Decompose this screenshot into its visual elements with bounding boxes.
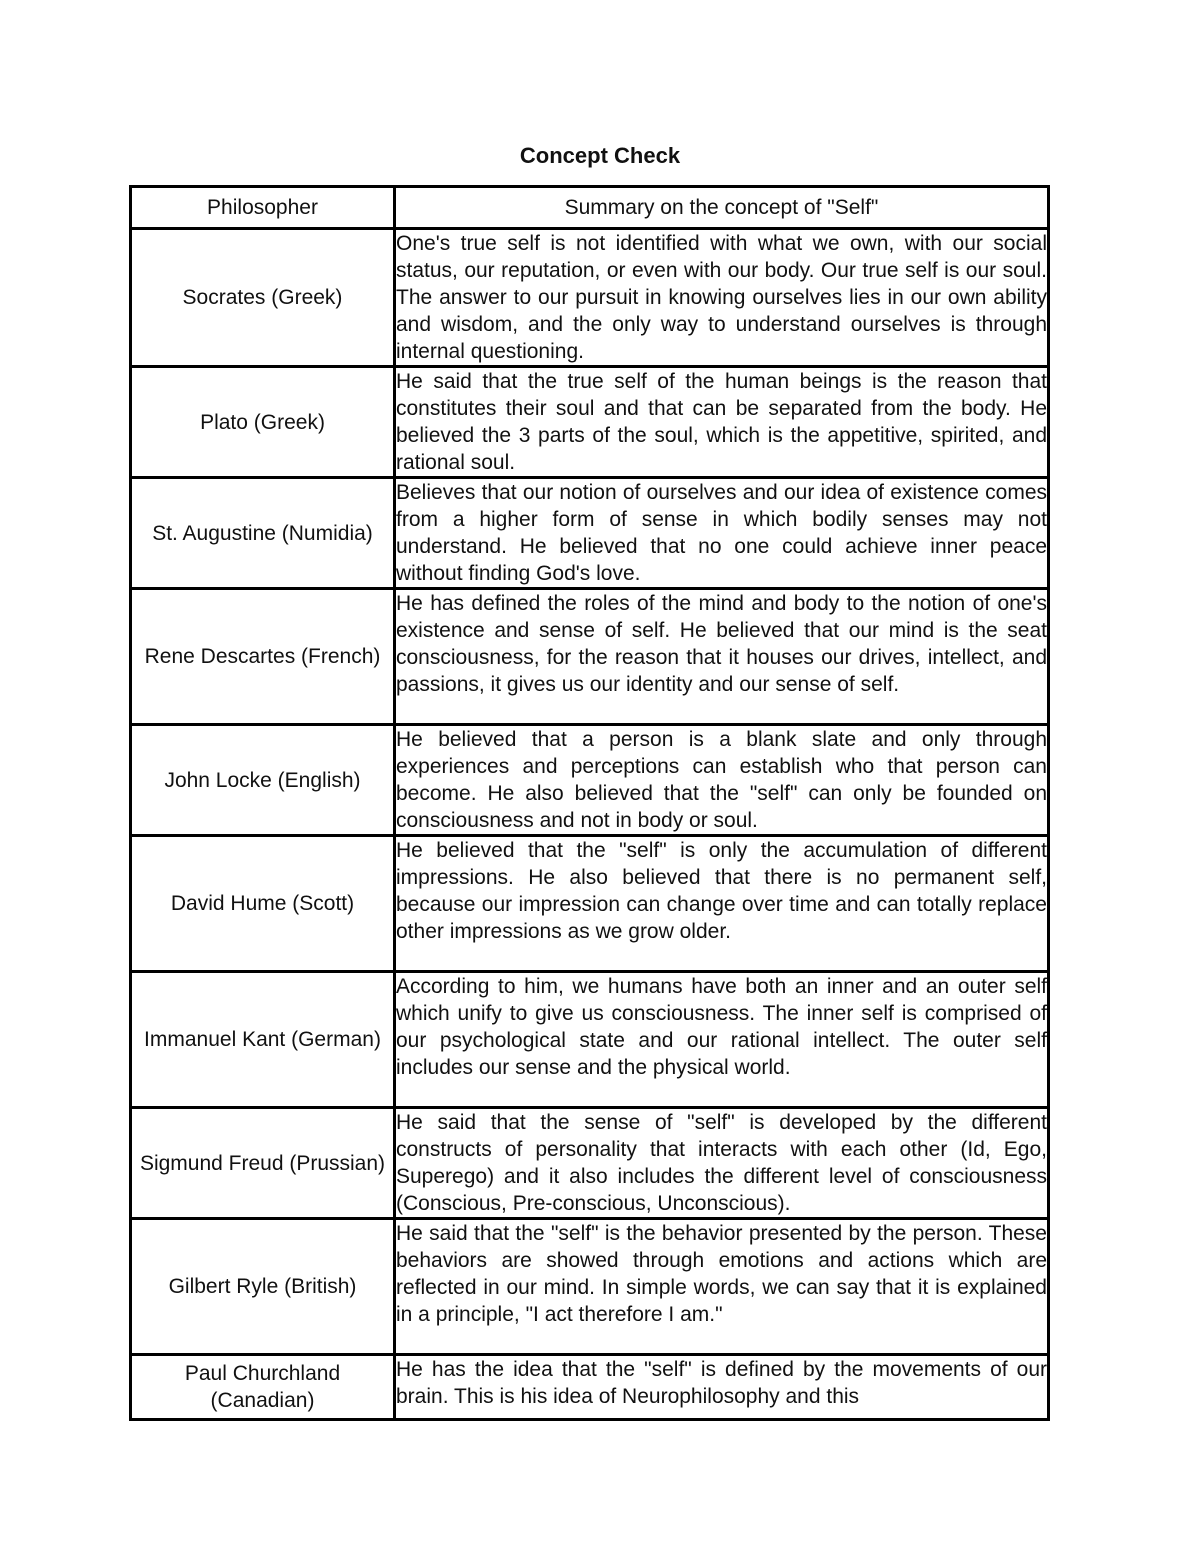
table-header-row <box>131 187 1049 229</box>
philosopher-name: Paul Churchland (Canadian) <box>131 1355 395 1420</box>
table-row <box>131 367 1049 478</box>
self-summary: According to him, we humans have both an inner and an outer self which unify to give us consciousness. The inner self is comprised of our psychological state and our rational intellect. The outer self includes our sense and the physical world. <box>395 972 1049 1108</box>
table-row <box>131 1219 1049 1355</box>
philosopher-name: Immanuel Kant (German) <box>131 972 395 1108</box>
table-row <box>131 1108 1049 1219</box>
philosopher-name: Plato (Greek) <box>131 367 395 478</box>
column-header-philosopher: Philosopher <box>131 187 395 229</box>
concept-table <box>129 185 1050 1421</box>
table-row <box>131 229 1049 367</box>
philosopher-name: Sigmund Freud (Prussian) <box>131 1108 395 1219</box>
table-row <box>131 1355 1049 1420</box>
self-summary: He believed that the "self" is only the accumulation of different impressions. He also believed that there is no permanent self, because our impression can change over time and can totally replace other impressions as we grow older. <box>395 836 1049 972</box>
self-summary: He has the idea that the "self" is defined by the movements of our brain. This is his idea of Neurophilosophy and this <box>395 1355 1049 1420</box>
table-row <box>131 478 1049 589</box>
philosopher-name: David Hume (Scott) <box>131 836 395 972</box>
philosopher-name: John Locke (English) <box>131 725 395 836</box>
philosopher-name: Socrates (Greek) <box>131 229 395 367</box>
self-summary: He said that the sense of "self" is developed by the different constructs of personality that interacts with each other (Id, Ego, Superego) and it also includes the different level of consciousness (Conscious, Pre-conscious, Unconscious). <box>395 1108 1049 1219</box>
table-row <box>131 725 1049 836</box>
philosopher-name: Gilbert Ryle (British) <box>131 1219 395 1355</box>
self-summary: He has defined the roles of the mind and body to the notion of one's existence and sense of self. He believed that our mind is the seat consciousness, for the reason that it houses our drives, intellect, and passions, it gives us our identity and our sense of self. <box>395 589 1049 725</box>
self-summary: He said that the "self" is the behavior presented by the person. These behaviors are showed through emotions and actions which are reflected in our mind. In simple words, we can say that it is explained in a principle, "I act therefore I am." <box>395 1219 1049 1355</box>
self-summary: He believed that a person is a blank slate and only through experiences and perceptions can establish who that person can become. He also believed that the "self" can only be founded on consciousness and not in body or soul. <box>395 725 1049 836</box>
philosopher-name: St. Augustine (Numidia) <box>131 478 395 589</box>
table-row <box>131 589 1049 725</box>
self-summary: Believes that our notion of ourselves and our idea of existence comes from a higher form of sense in which bodily senses may not understand. He believed that no one could achieve inner peace without finding God's love. <box>395 478 1049 589</box>
self-summary: He said that the true self of the human beings is the reason that constitutes their soul and that can be separated from the body. He believed the 3 parts of the soul, which is the appetitive, spirited, and rational soul. <box>395 367 1049 478</box>
column-header-summary: Summary on the concept of "Self" <box>395 187 1049 229</box>
philosopher-name: Rene Descartes (French) <box>131 589 395 725</box>
page-title: Concept Check <box>519 143 681 168</box>
table-row <box>131 836 1049 972</box>
table-row <box>131 972 1049 1108</box>
self-summary: One's true self is not identified with what we own, with our social status, our reputation, or even with our body. Our true self is our soul. The answer to our pursuit in knowing ourselves lies in our own ability and wisdom, and the only way to understand ourselves is through internal questioning. <box>395 229 1049 367</box>
